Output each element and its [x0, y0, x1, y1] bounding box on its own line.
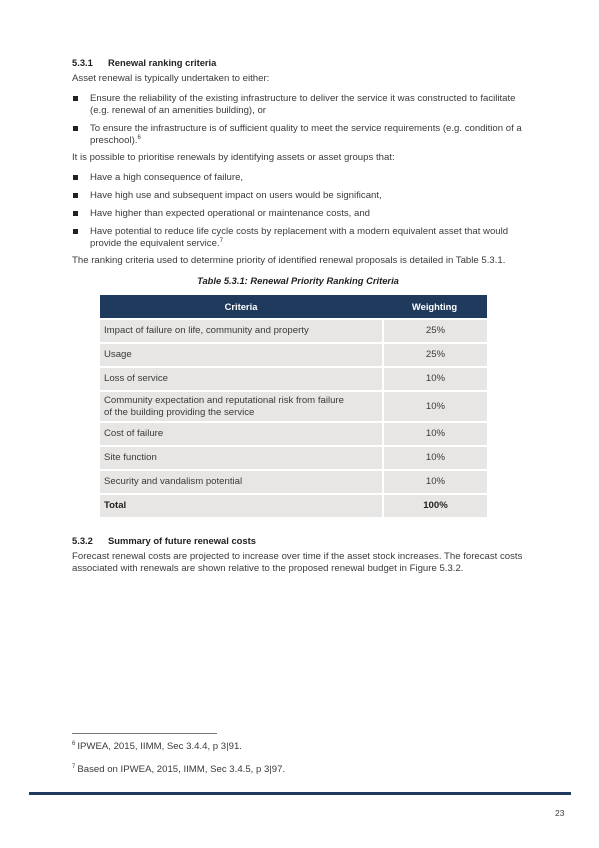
renewal-costs-paragraph: Forecast renewal costs are projected to increase over time if the asset stock increases. The forecast costs associated with renewals are shown relative to the proposed renewal budget in Figure 5.3.2. [72, 551, 523, 574]
table-row [100, 344, 487, 366]
bullet-square-icon [73, 193, 78, 198]
page-number: 23 [555, 808, 565, 818]
page-footer-rule [29, 792, 571, 795]
weighting-cell: 10% [382, 471, 487, 493]
criteria-cell: Site function [100, 447, 382, 469]
table-row [100, 447, 487, 469]
section-number: 5.3.2 [72, 535, 93, 546]
total-value-cell: 100% [382, 495, 487, 517]
bullet-square-icon [73, 175, 78, 180]
list-item-text: Ensure the reliability of the existing infrastructure to deliver the service it was constructed to facilitate (e.g. renewal of an amenities building), or [90, 93, 516, 116]
criteria-cell: Community expectation and reputational risk from failure of the building providing the service [100, 392, 382, 421]
list-item [72, 208, 524, 220]
list-item-text: Have a high consequence of failure, [90, 172, 244, 183]
weighting-cell: 10% [382, 423, 487, 445]
criteria-cell: Usage [100, 344, 382, 366]
weighting-cell: 10% [382, 392, 487, 421]
footnote-6 [72, 741, 242, 752]
criteria-cell: Impact of failure on life, community and property [100, 320, 382, 342]
section-531-heading [72, 57, 524, 68]
criteria-cell: Security and vandalism potential [100, 471, 382, 493]
bullet-list-a [72, 93, 524, 147]
list-item [72, 172, 524, 184]
footnote-text: Based on IPWEA, 2015, IIMM, Sec 3.4.5, p 3|97. [77, 764, 286, 775]
criteria-header: Criteria [100, 295, 382, 318]
bullet-square-icon [73, 211, 78, 216]
footnote-ref[interactable]: 6 [137, 134, 141, 141]
bullet-square-icon [73, 229, 78, 234]
bullet-square-icon [73, 96, 78, 101]
list-item-text: Have high use and subsequent impact on users would be significant, [90, 190, 382, 201]
bullet-list-b [72, 172, 524, 250]
criteria-cell: Loss of service [100, 368, 382, 390]
weighting-cell: 25% [382, 320, 487, 342]
table-row [100, 392, 487, 421]
footnote-mark: 7 [72, 763, 76, 770]
list-item [72, 123, 524, 147]
criteria-cell: Cost of failure [100, 423, 382, 445]
main-content [72, 57, 524, 575]
intro2-paragraph: It is possible to prioritise renewals by identifying assets or asset groups that: [72, 152, 395, 163]
footnote-text: IPWEA, 2015, IIMM, Sec 3.4.4, p 3|91. [77, 741, 242, 752]
total-label-cell: Total [100, 495, 382, 517]
section-532-heading [72, 535, 524, 546]
table-row [100, 423, 487, 445]
list-item-text: Have potential to reduce life cycle costs by replacement with a modern equivalent asset that would provide the equivalent service. [90, 226, 509, 249]
ranking-table [100, 293, 487, 519]
intro-paragraph: Asset renewal is typically undertaken to either: [72, 73, 270, 84]
table-row [100, 471, 487, 493]
closing-paragraph: The ranking criteria used to determine priority of identified renewal proposals is detailed in Table 5.3.1. [72, 255, 506, 266]
table-row [100, 368, 487, 390]
list-item-text: Have higher than expected operational or maintenance costs, and [90, 208, 370, 219]
footnote-7 [72, 764, 285, 775]
footnote-mark: 6 [72, 740, 76, 747]
list-item [72, 226, 524, 250]
footnote-ref[interactable]: 7 [219, 237, 223, 244]
list-item-text: To ensure the infrastructure is of sufficient quality to meet the service requirements (e.g. condition of a preschool). [90, 123, 522, 146]
weighting-cell: 25% [382, 344, 487, 366]
weighting-cell: 10% [382, 368, 487, 390]
table-total-row [100, 495, 487, 517]
table-row [100, 320, 487, 342]
list-item [72, 190, 524, 202]
section-title: Summary of future renewal costs [108, 535, 256, 546]
weighting-cell: 10% [382, 447, 487, 469]
bullet-square-icon [73, 126, 78, 131]
section-title: Renewal ranking criteria [108, 57, 217, 68]
section-number: 5.3.1 [72, 57, 93, 68]
weighting-header: Weighting [382, 295, 487, 318]
list-item [72, 93, 524, 117]
footnote-divider [72, 733, 217, 734]
table-caption: Table 5.3.1: Renewal Priority Ranking Criteria [197, 275, 399, 286]
table-header-row [100, 295, 487, 318]
